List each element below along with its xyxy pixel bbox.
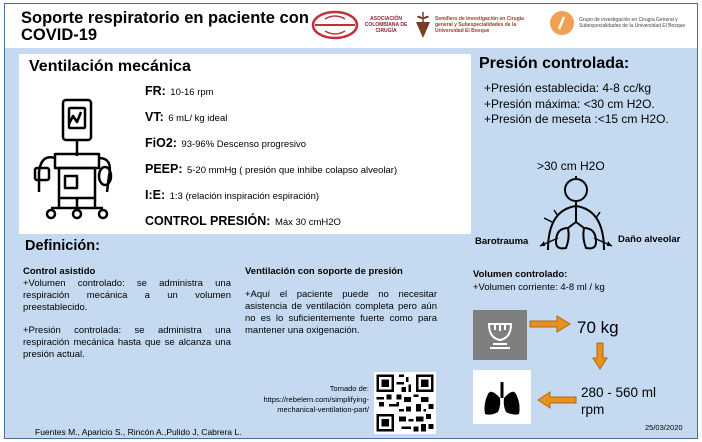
paragraph: +Aquí el paciente puede no necesitar asistencia de ventilación completa pero aún no es lo suficientemente fuerte como para mantener una oxigenación. (245, 289, 437, 336)
arrow-down-icon (592, 342, 608, 370)
list-item: +Presión máxima: <30 cm H2O. (484, 96, 655, 111)
presion-controlada-list (484, 81, 694, 128)
qr-code[interactable] (374, 372, 436, 434)
qr-code-icon (374, 372, 436, 434)
paragraph: +Presión controlada: se administra una respiración mecánica hasta que se alcanza una presión actual. (23, 325, 231, 360)
logo-text: ASOCIACIÓN COLOMBIANA DE CIRUGÍA (364, 16, 408, 34)
lungs-pressure-icon (534, 176, 618, 252)
ventilator-icon (33, 96, 113, 226)
section-title: Ventilación mecánica (29, 58, 191, 75)
presion-controlada-title: Presión controlada: (479, 55, 630, 72)
lungs-icon (473, 370, 531, 424)
param-vt: VT: 6 mL/ kg ideal (145, 110, 228, 124)
source-citation (263, 384, 369, 416)
date: 25/03/2020 (645, 423, 683, 432)
dano-alveolar-label: Daño alveolar (618, 234, 681, 245)
list-item: +Presión de meseta :<15 cm H2O. (484, 112, 669, 126)
control-asistido-column (23, 266, 231, 361)
arrow-right-icon (529, 315, 571, 333)
volumen-controlado-title: Volumen controlado: (473, 269, 568, 280)
acc-logo-icon (311, 10, 359, 40)
logo-semillero (415, 10, 535, 40)
page-title: Soporte respiratorio en paciente con COVID-19 (21, 9, 309, 44)
definicion-title: Definición: (25, 238, 100, 254)
pressure-label: >30 cm H2O (537, 159, 605, 173)
volume-range: 280 - 560 ml rpm (581, 385, 657, 417)
paragraph: +Volumen controlado: se administra una respiración mecánica a un volumen preestablecido. (23, 278, 231, 313)
arrow-left-icon (537, 391, 577, 409)
weight-value: 70 kg (577, 318, 619, 337)
grupo-logo-icon (549, 10, 575, 36)
logo-text: Grupo de investigación en Cirugía General y Subespecialidades de la Universidad El Bosque (579, 17, 686, 29)
ventilacion-mecanica-panel (19, 54, 471, 234)
logo-grupo-investigacion (549, 10, 698, 36)
logo-asociacion-colombiana (311, 10, 409, 40)
scale-box (473, 310, 527, 360)
column-heading: Ventilación con soporte de presión (245, 266, 403, 277)
logo-text: Semillero de Investigación en Cirugía general y Subespecialidades de la Universidad El Bosque (435, 16, 524, 34)
param-fio2: FiO2: 93-96% Descenso progresivo (145, 136, 307, 150)
infographic-frame (4, 3, 698, 439)
lungs-box (473, 370, 531, 424)
scale-icon (473, 310, 527, 360)
barotrauma-label: Barotrauma (475, 236, 529, 247)
semillero-logo-icon (415, 10, 431, 40)
param-peep: PEEP: 5-20 mmHg ( presión que inhibe colapso alveolar) (145, 162, 398, 176)
source-url: https://rebelem.com/simplifying-mechanical-ventilation-part/ (263, 394, 369, 414)
param-fr: FR: 10-16 rpm (145, 84, 214, 98)
column-heading: Control asistido (23, 266, 96, 277)
volumen-corriente-text: +Volumen corriente: 4-8 ml / kg (473, 282, 605, 293)
soporte-presion-column (245, 266, 437, 337)
header (5, 4, 697, 48)
param-control-presion: CONTROL PRESIÓN: Máx 30 cmH2O (145, 214, 341, 228)
list-item: +Presión establecida: 4-8 cc/kg (484, 81, 652, 95)
param-ie: I:E: 1:3 (relación inspiración espiración) (145, 188, 320, 202)
authors: Fuentes M., Aparicio S., Rincón A.,Pulido J, Cabrera L. (35, 427, 242, 437)
source-label: Tomado de: (329, 384, 369, 393)
